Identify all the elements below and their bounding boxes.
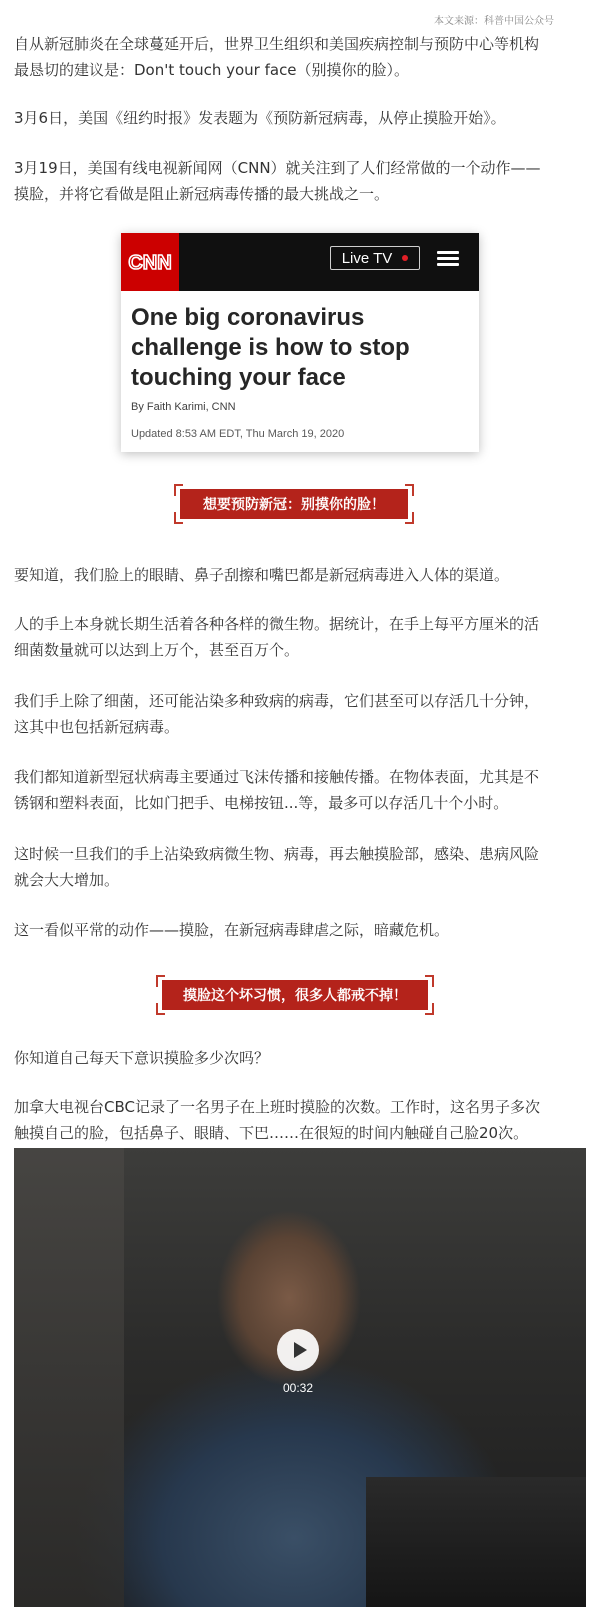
cnn-byline: By Faith Karimi, CNN: [131, 401, 236, 413]
video-background-desk: [366, 1477, 586, 1607]
paragraph: 3月19日，美国有线电视新闻网（CNN）就关注到了人们经常做的一个动作—— 摸脸，并将它看做是阻止新冠病毒传播的最大挑战之一。: [14, 159, 541, 203]
paragraph: 自从新冠肺炎在全球蔓延开后，世界卫生组织和美国疾病控制与预防中心等机构 最恳切的建议是：Don't touch your face（别摸你的脸）。: [14, 35, 540, 79]
paragraph: 3月6日，美国《纽约时报》发表题为《预防新冠病毒，从停止摸脸开始》。: [14, 109, 506, 127]
paragraph: 这一看似平常的动作——摸脸，在新冠病毒肆虐之际，暗藏危机。: [14, 921, 450, 939]
paragraph: 我们手上除了细菌，还可能沾染多种致病的病毒，它们甚至可以存活几十分钟， 这其中也包括新冠病毒。: [14, 692, 540, 736]
hamburger-menu-icon[interactable]: [437, 251, 459, 267]
paragraph: 要知道，我们脸上的眼睛、鼻子刮擦和嘴巴都是新冠病毒进入人体的渠道。: [14, 566, 510, 584]
video-duration: 00:32: [282, 1381, 314, 1395]
cnn-article-image: [121, 233, 479, 452]
cnn-logo: [121, 233, 179, 291]
video-background-shelf: [14, 1148, 124, 1607]
cnn-header-bar: [121, 233, 479, 291]
live-dot-icon: [402, 255, 408, 261]
live-tv-button[interactable]: Live TV: [330, 246, 420, 270]
cnn-updated-time: Updated 8:53 AM EDT, Thu March 19, 2020: [131, 428, 345, 440]
paragraph: 这时候一旦我们的手上沾染致病微生物、病毒，再去触摸脸部，感染、患病风险 就会大大增加。: [14, 845, 540, 889]
video-player[interactable]: [14, 1148, 586, 1607]
svg-text:CNN: CNN: [128, 252, 172, 274]
paragraph: 你知道自己每天下意识摸脸多少次吗？: [14, 1049, 270, 1067]
paragraph: 加拿大电视台CBC记录了一名男子在上班时摸脸的次数。工作时，这名男子多次 触摸自己的脸，包括鼻子、眼睛、下巴……在很短的时间内触碰自己脸20次。: [14, 1098, 540, 1142]
section-banner: 摸脸这个坏习惯，很多人都戒不掉！: [162, 980, 428, 1010]
section-banner: 想要预防新冠：别摸你的脸！: [180, 489, 408, 519]
cnn-headline: One big coronavirus challenge is how to stop touching your face: [131, 304, 410, 391]
paragraph: 我们都知道新型冠状病毒主要通过飞沫传播和接触传播。在物体表面，尤其是不 锈钢和塑料表面，比如门把手、电梯按钮...等，最多可以存活几十个小时。: [14, 768, 540, 812]
source-note: 本文来源：科普中国公众号: [434, 16, 554, 27]
paragraph: 人的手上本身就长期生活着各种各样的微生物。据统计，在手上每平方厘米的活 细菌数量就可以达到上万个，甚至百万个。: [14, 615, 540, 659]
play-icon: [294, 1342, 307, 1358]
play-button[interactable]: [277, 1329, 319, 1371]
cnn-logo-icon: [126, 248, 174, 276]
